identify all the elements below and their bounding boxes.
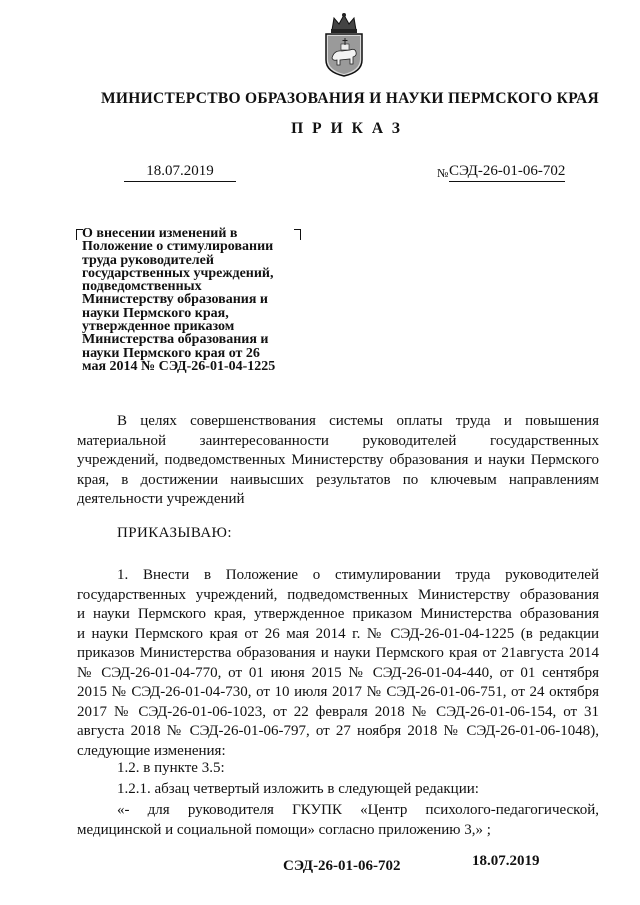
item-1-line: и науки Пермского края, утвержденное приказом Министерства образования: [77, 606, 599, 622]
subject-line: науки Пермского края от 26: [82, 345, 260, 361]
item-1-line: № СЭД-26-01-04-770, от 01 июня 2015 № СЭД-26-01-04-440, от 01 сентября: [77, 664, 599, 681]
item-1-line: государственных учреждений, подведомственных Министерству образования: [77, 586, 599, 603]
preamble-paragraph: [77, 412, 599, 510]
preamble-line: В целях совершенствования системы оплаты труда и повышения: [117, 413, 599, 429]
preamble-line: учреждений, подведомственных Министерству образования и науки Пермского: [77, 452, 599, 468]
ministry-name: МИНИСТЕРСТВО ОБРАЗОВАНИЯ И НАУКИ ПЕРМСКОГО КРАЯ: [101, 90, 599, 107]
quote-line: «- для руководителя ГКУПК «Центр психолого-педагогической,: [117, 802, 599, 818]
order-directive-word: ПРИКАЗЫВАЮ:: [117, 525, 232, 541]
item-1-2-1: 1.2.1. абзац четвертый изложить в следующей редакции:: [117, 781, 479, 797]
subject-line: Министерства образования и: [82, 332, 269, 348]
quote-paragraph: [77, 801, 599, 840]
item-1-line: и науки Пермского края от 26 мая 2014 г. № СЭД-26-01-04-1225 (в редакции: [77, 625, 599, 642]
preamble-line: материальной заинтересованности руководителей государственных: [77, 432, 599, 449]
subject-line: О внесении изменений в: [82, 226, 238, 241]
subject-line: науки Пермского края,: [82, 305, 229, 321]
coat-of-arms-emblem: [322, 12, 366, 78]
item-1-2: 1.2. в пункте 3.5:: [117, 760, 225, 776]
number-sign: №: [437, 166, 449, 180]
item-1-paragraph: [77, 566, 599, 761]
item-1-line: следующие изменения:: [77, 742, 226, 759]
preamble-line: деятельности учреждений: [77, 491, 245, 507]
item-1-line: приказов Министерства образования и науки Пермского края от 21августа 2014: [77, 645, 599, 661]
footer-order-date: 18.07.2019: [472, 853, 540, 869]
quote-line: медицинской и социальной помощи» согласно приложению 3,» ;: [77, 821, 491, 838]
item-1-line: августа 2018 № СЭД-26-01-06-797, от 27 ноября 2018 № СЭД-26-01-06-1048),: [77, 723, 599, 739]
order-subject: [82, 227, 312, 373]
item-1-line: 1. Внести в Положение о стимулировании труда руководителей: [117, 567, 599, 583]
order-date: 18.07.2019: [124, 163, 236, 182]
subject-line: подведомственных: [82, 279, 202, 295]
subject-line: труда руководителей: [82, 252, 214, 268]
subject-line: Положение о стимулировании: [82, 239, 274, 255]
subject-line: государственных учреждений,: [82, 265, 274, 281]
document-type: ПРИКАЗ: [291, 120, 409, 137]
preamble-line: края, в достижении наивысших результатов по ключевым направлениям: [77, 471, 599, 488]
item-1-line: 2015 № СЭД-26-01-04-730, от 10 июля 2017 № СЭД-26-01-06-751, от 24 октября: [77, 684, 599, 700]
subject-line: мая 2014 № СЭД-26-01-04-1225: [82, 358, 276, 374]
subject-line: Министерству образования и: [82, 292, 268, 308]
subject-line: утвержденное приказом: [82, 319, 235, 335]
order-number: СЭД-26-01-06-702: [449, 163, 565, 182]
item-1-line: 2017 № СЭД-26-01-06-1023, от 22 февраля 2018 № СЭД-26-01-06-154, от 31: [77, 703, 599, 720]
footer-order-number: СЭД-26-01-06-702: [283, 858, 401, 874]
